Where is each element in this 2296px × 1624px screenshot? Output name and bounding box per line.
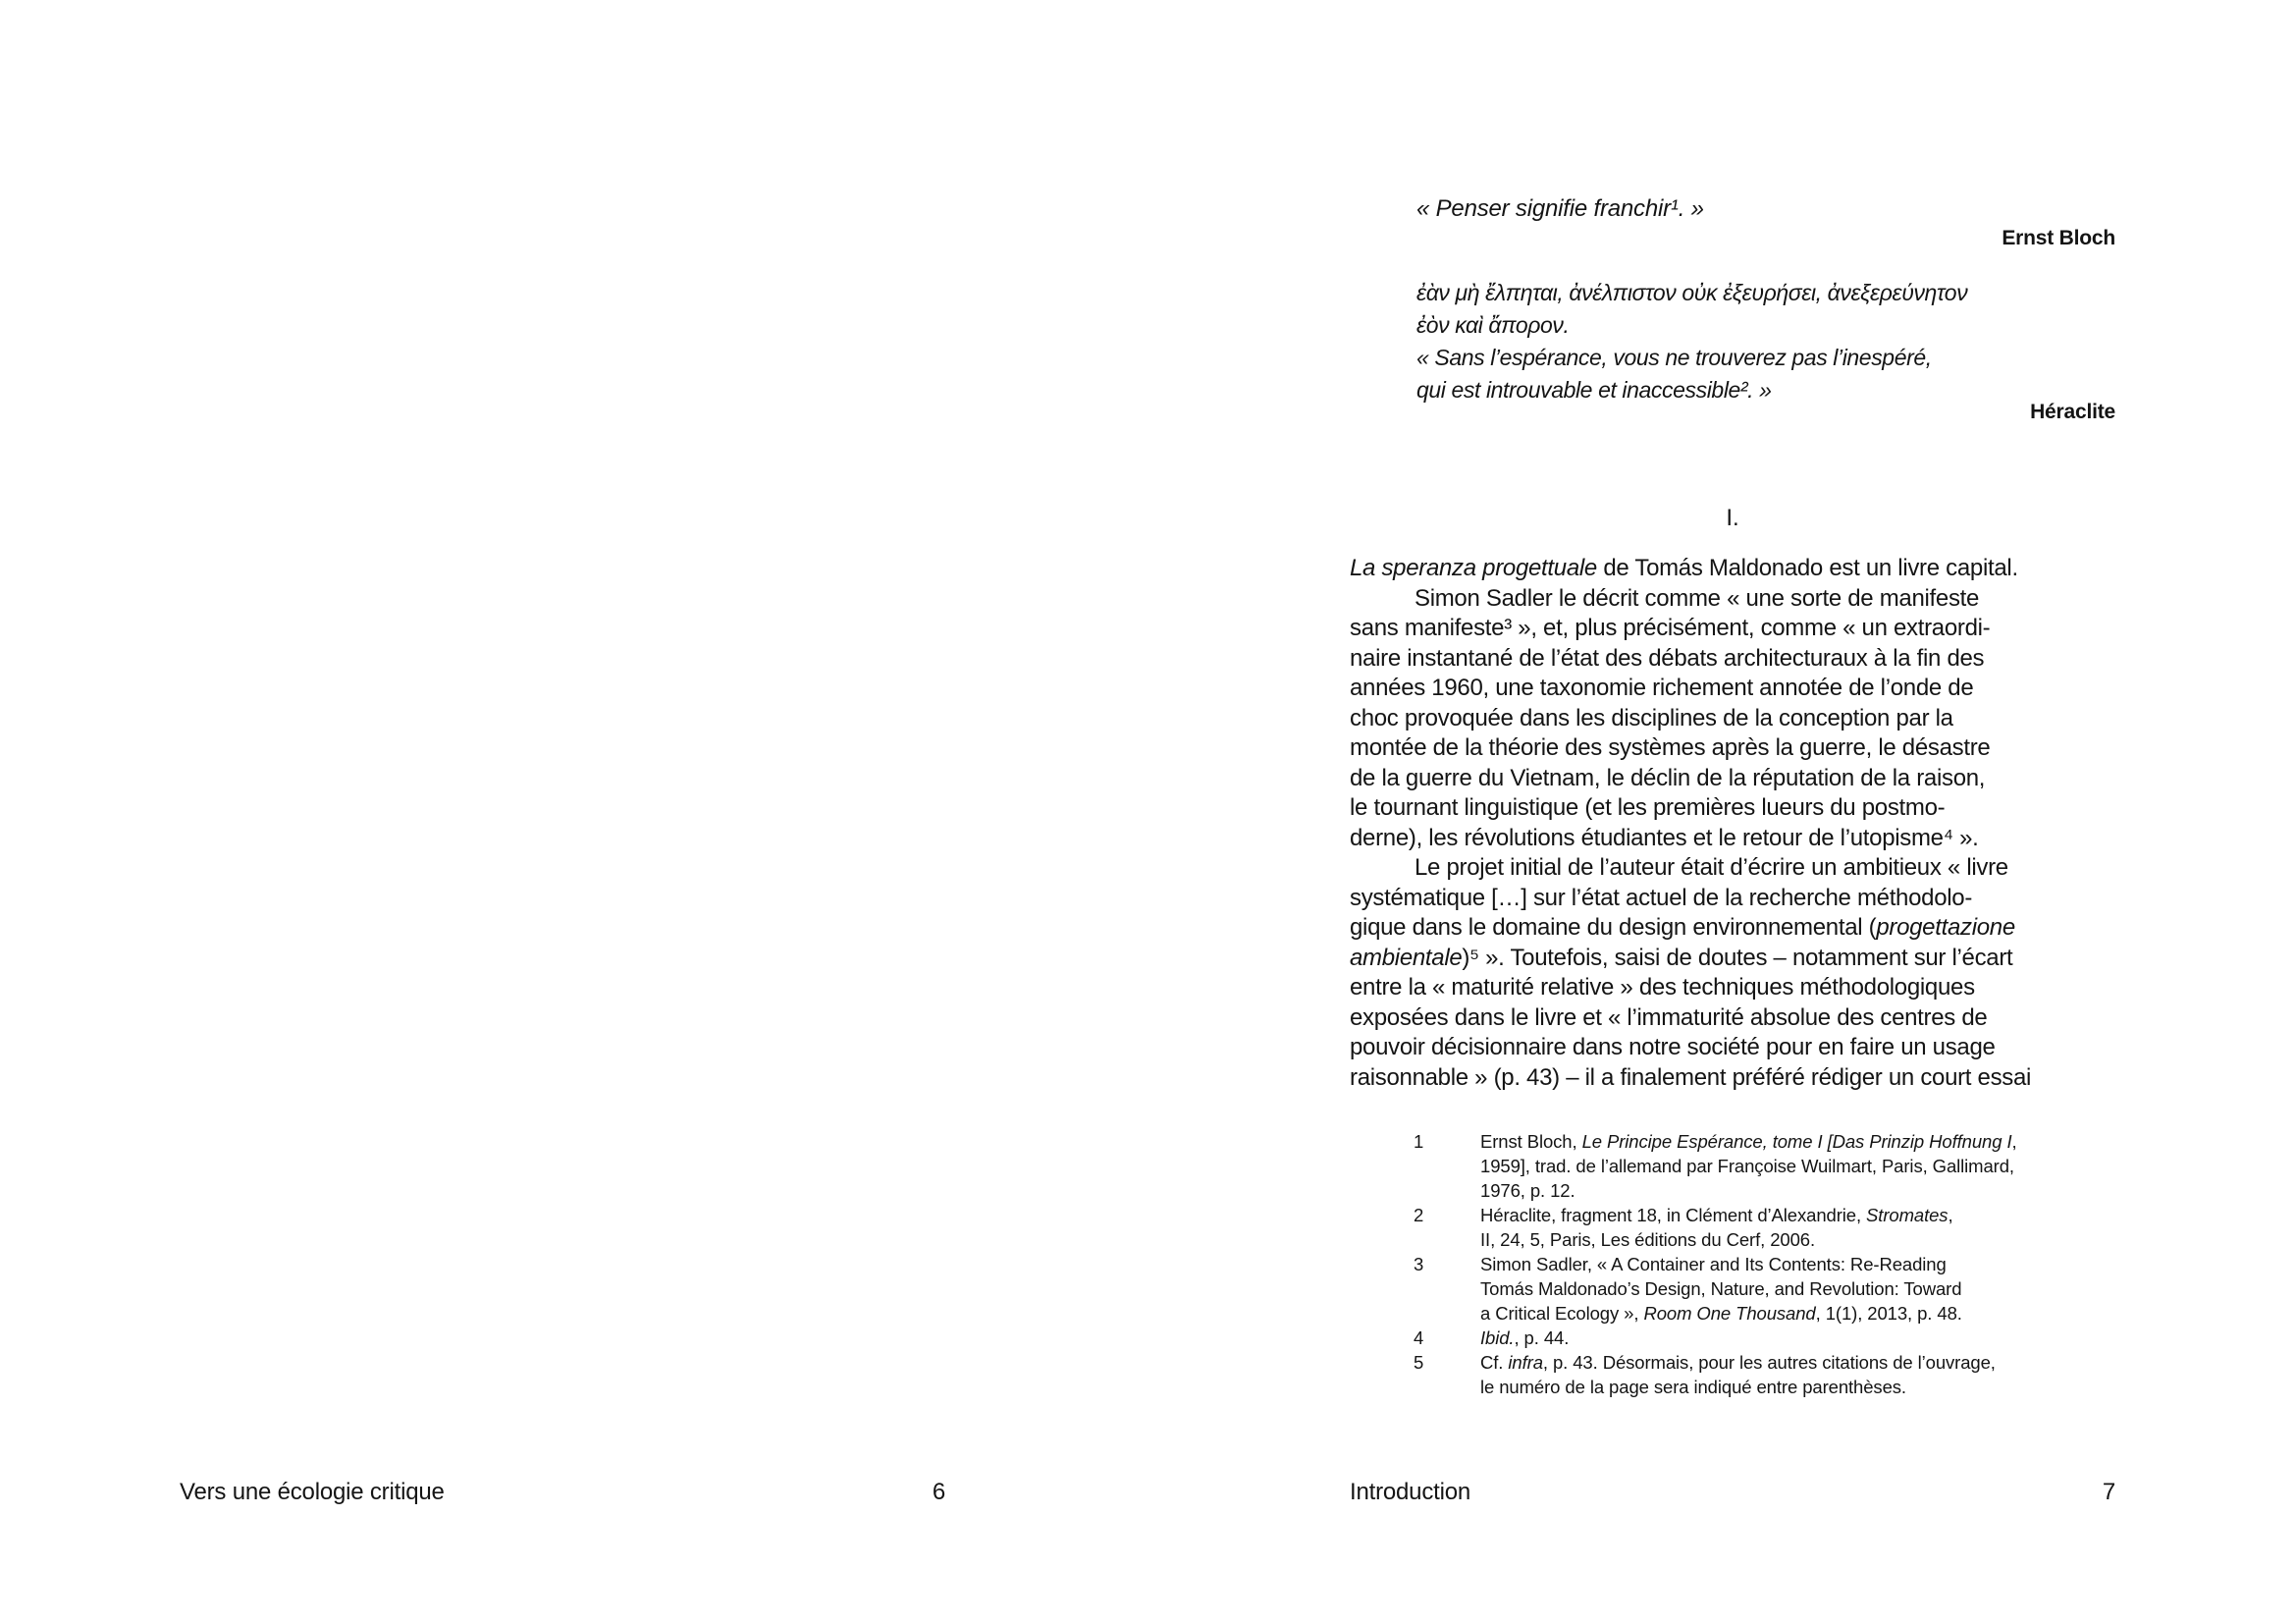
- body-line: exposées dans le livre et « l’immaturité absolue des centres de: [1350, 1003, 1988, 1031]
- epigraph-line: « Penser signifie franchir¹. »: [1416, 195, 1704, 222]
- footnote-number: 1: [1414, 1131, 1424, 1152]
- footnote-item: [1414, 1326, 2120, 1350]
- running-title-right: Introduction: [1350, 1479, 1471, 1505]
- footnote-line: Simon Sadler, « A Container and Its Contents: Re-Reading: [1480, 1254, 1947, 1274]
- footnote-item: [1414, 1350, 2120, 1399]
- body-line: sans manifeste³ », et, plus précisément, comme « un extraordi-: [1350, 615, 1991, 641]
- body-line: raisonnable » (p. 43) – il a finalement préféré rédiger un court essai: [1350, 1063, 2032, 1091]
- footnote-line: a Critical Ecology », Room One Thousand, 1(1), 2013, p. 48.: [1480, 1303, 1962, 1324]
- body-line: systématique […] sur l’état actuel de la recherche méthodolo-: [1350, 884, 1973, 911]
- footnote-item: [1414, 1203, 2120, 1252]
- epigraph-attribution-heraclite: Héraclite: [2030, 401, 2115, 423]
- epigraph-line: « Sans l’espérance, vous ne trouverez pas l’inespéré,: [1416, 345, 1932, 370]
- body-line: derne), les révolutions étudiantes et le retour de l’utopisme⁴ ».: [1350, 824, 1979, 851]
- footnote-line: le numéro de la page sera indiqué entre parenthèses.: [1480, 1377, 1906, 1397]
- footnote-line: Ernst Bloch, Le Principe Espérance, tome I [Das Prinzip Hoffnung I,: [1480, 1131, 2017, 1152]
- footnote-text: [1480, 1203, 1953, 1252]
- epigraph-line: qui est introuvable et inaccessible². »: [1416, 377, 1772, 403]
- body-line: Le projet initial de l’auteur était d’écrire un ambitieux « livre: [1415, 854, 2008, 881]
- footnote-text: [1480, 1129, 2017, 1203]
- body-text: [1350, 554, 2135, 1093]
- footnote-line: II, 24, 5, Paris, Les éditions du Cerf, 2006.: [1480, 1229, 1816, 1250]
- epigraph-line: ἐὰν μὴ ἔλπηται, ἀνέλπιστον οὐκ ἐξευρήσει, ἀνεξερεύνητον: [1416, 280, 1968, 305]
- body-line: gique dans le domaine du design environnemental (progettazione: [1350, 914, 2015, 941]
- footnote-number: 5: [1414, 1352, 1424, 1373]
- body-line: Simon Sadler le décrit comme « une sorte de manifeste: [1415, 584, 1980, 612]
- page-number-right: 7: [2102, 1479, 2115, 1505]
- body-line: naire instantané de l’état des débats architecturaux à la fin des: [1350, 644, 1985, 672]
- body-line: de la guerre du Vietnam, le déclin de la réputation de la raison,: [1350, 764, 1986, 791]
- epigraph-bloch: [1416, 193, 1704, 225]
- footnote-number: 3: [1414, 1254, 1424, 1274]
- section-heading: I.: [1726, 505, 1739, 531]
- footnote-line: 1959], trad. de l’allemand par Françoise Wuilmart, Paris, Gallimard,: [1480, 1156, 2014, 1176]
- footnote-number: 2: [1414, 1205, 1424, 1225]
- footnote-number: 4: [1414, 1327, 1424, 1348]
- footnote-line: Ibid., p. 44.: [1480, 1327, 1570, 1348]
- footnote-text: [1480, 1350, 1996, 1399]
- running-title-left: Vers une écologie critique: [180, 1479, 445, 1505]
- footnotes: [1414, 1129, 2120, 1399]
- body-line: choc provoquée dans les disciplines de la conception par la: [1350, 704, 1953, 731]
- body-line: montée de la théorie des systèmes après la guerre, le désastre: [1350, 734, 1991, 761]
- footnote-item: [1414, 1129, 2120, 1203]
- body-line: entre la « maturité relative » des techniques méthodologiques: [1350, 974, 1975, 1001]
- footnote-text: [1480, 1326, 1569, 1350]
- body-line: ambientale)⁵ ». Toutefois, saisi de doutes – notamment sur l’écart: [1350, 944, 2013, 971]
- footnote-item: [1414, 1252, 2120, 1326]
- footnote-line: 1976, p. 12.: [1480, 1180, 1575, 1201]
- footnote-line: Tomás Maldonado’s Design, Nature, and Revolution: Toward: [1480, 1278, 1962, 1299]
- epigraph-line: ἐὸν καὶ ἄπορον.: [1416, 312, 1570, 338]
- body-line: pouvoir décisionnaire dans notre société pour en faire un usage: [1350, 1034, 1996, 1060]
- footnote-line: Cf. infra, p. 43. Désormais, pour les autres citations de l’ouvrage,: [1480, 1352, 1996, 1373]
- page-number-left: 6: [932, 1479, 945, 1505]
- footnote-text: [1480, 1252, 1962, 1326]
- right-page-footer: [1350, 1479, 2115, 1506]
- body-line: La speranza progettuale de Tomás Maldonado est un livre capital.: [1350, 555, 2018, 581]
- epigraph-heraclite: [1416, 277, 1967, 406]
- left-page-footer: [180, 1479, 945, 1506]
- body-line: années 1960, une taxonomie richement annotée de l’onde de: [1350, 675, 1974, 701]
- epigraph-attribution-bloch: Ernst Bloch: [2002, 227, 2115, 249]
- footnote-line: Héraclite, fragment 18, in Clément d’Alexandrie, Stromates,: [1480, 1205, 1953, 1225]
- body-line: le tournant linguistique (et les premières lueurs du postmo-: [1350, 794, 1946, 821]
